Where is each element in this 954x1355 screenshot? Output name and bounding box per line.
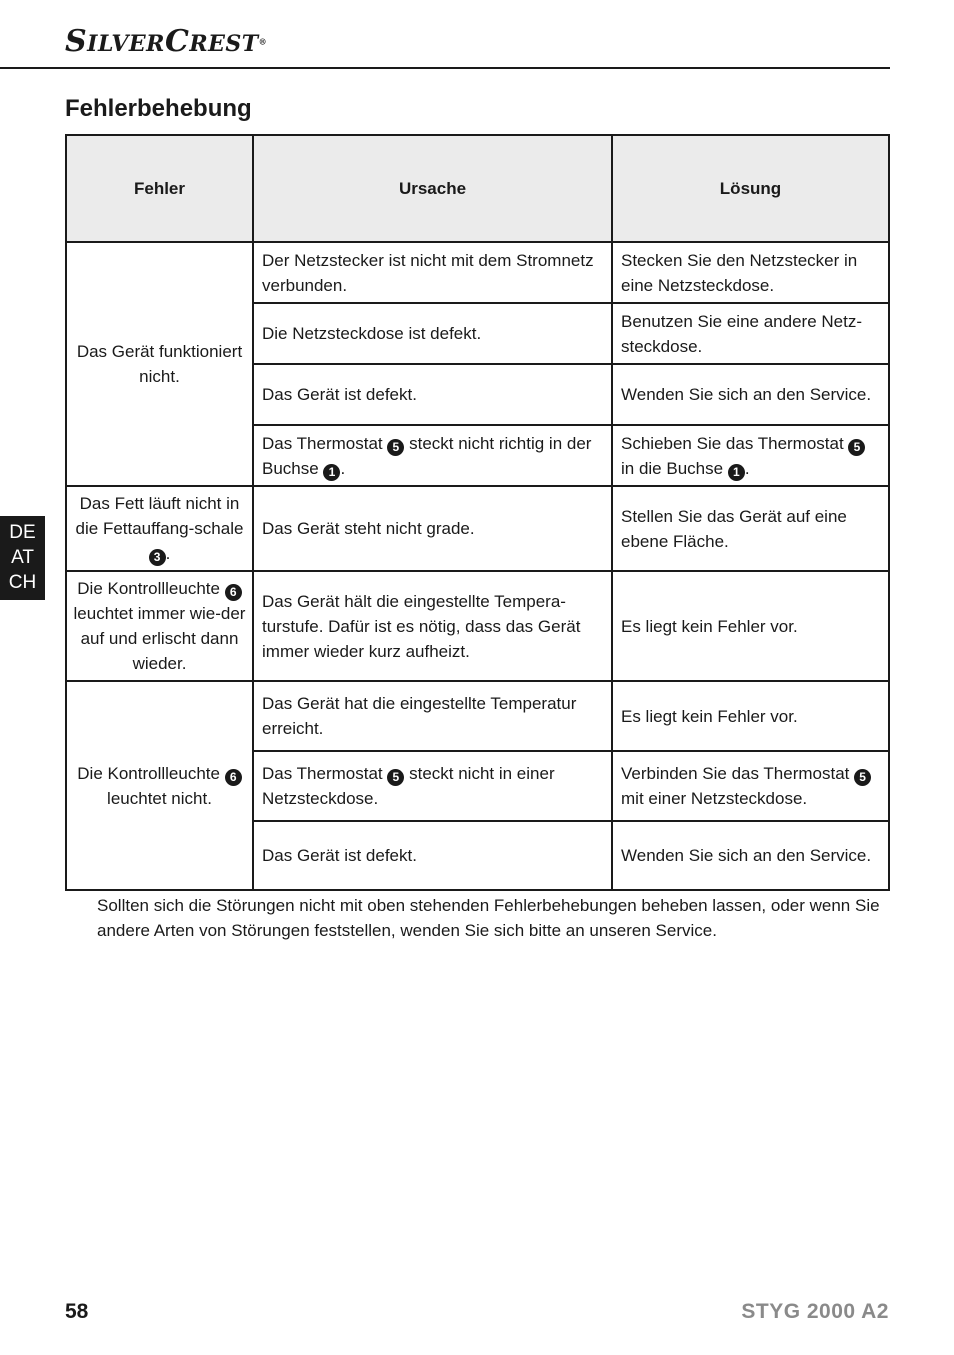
ursache-cell [253, 751, 612, 821]
logo-letter: C [164, 24, 190, 59]
ursache-cell: Der Netzstecker ist nicht mit dem Stromnetz verbunden. [253, 242, 612, 303]
logo-text: ILVER [87, 31, 165, 57]
fehler-cell [66, 486, 253, 571]
registered-mark: ® [258, 36, 268, 47]
ursache-cell: Die Netzsteckdose ist defekt. [253, 303, 612, 364]
fehler-text: leuchtet immer wie-der auf und erlischt dann wieder. [73, 604, 246, 673]
ursache-cell: Das Gerät hat die eingestellte Temperatur erreicht. [253, 681, 612, 751]
silvercrest-logo [65, 24, 267, 59]
cell-text: Schieben Sie das Thermostat [621, 433, 844, 453]
model-number: STYG 2000 A2 [741, 1300, 889, 1323]
fehler-text: Das Fett läuft nicht in die Fettauffang-schale [75, 494, 244, 538]
fehler-text: Die Kontrollleuchte [77, 763, 220, 783]
ursache-cell: Das Gerät ist defekt. [253, 821, 612, 890]
fehler-cell [66, 242, 253, 486]
loesung-cell: Stellen Sie das Gerät auf eine ebene Fläche. [612, 486, 889, 571]
loesung-cell: Es liegt kein Fehler vor. [612, 681, 889, 751]
ursache-cell: Das Gerät ist defekt. [253, 364, 612, 425]
language-code: DE [9, 522, 36, 543]
language-code: CH [8, 572, 37, 593]
loesung-cell: Wenden Sie sich an den Service. [612, 821, 889, 890]
table-row [66, 486, 889, 571]
fehler-text: . [165, 544, 171, 563]
fehler-text: Die Kontrollleuchte [77, 579, 220, 598]
fehler-text: Das Gerät funktioniert nicht. [76, 342, 243, 386]
fehler-text: leuchtet nicht. [107, 788, 212, 808]
cell-text: Das Thermostat [262, 764, 383, 783]
loesung-cell: Es liegt kein Fehler vor. [612, 571, 889, 681]
fehler-cell [66, 571, 253, 681]
table-row [66, 681, 889, 751]
table-row [66, 242, 889, 303]
cell-text: in die Buchse [621, 458, 724, 478]
part-number-6-icon: 6 [225, 769, 242, 786]
loesung-cell: Benutzen Sie eine andere Netz-steckdose. [612, 303, 889, 364]
ursache-cell: Das Gerät steht nicht grade. [253, 486, 612, 571]
service-note: Sollten sich die Störungen nicht mit oben stehenden Fehlerbehebungen beheben lassen, oder wenn Sie andere Arten von Störungen feststellen, wenden Sie sich bitte an unseren Service. [97, 896, 880, 940]
column-header-loesung: Lösung [612, 135, 889, 242]
part-number-5-icon: 5 [387, 769, 404, 786]
cell-text: . [744, 458, 750, 478]
cell-text: steckt nicht in einer Netzsteckdose. [262, 764, 555, 808]
table-header-row [66, 135, 889, 242]
part-number-1-icon: 1 [728, 464, 745, 481]
loesung-cell: Wenden Sie sich an den Service. [612, 364, 889, 425]
part-number-5-icon: 5 [387, 439, 404, 456]
part-number-6-icon: 6 [225, 584, 242, 601]
loesung-cell [612, 425, 889, 486]
logo-letter: S [65, 24, 88, 59]
language-code: AT [11, 547, 34, 568]
part-number-5-icon: 5 [854, 769, 871, 786]
fehler-cell [66, 681, 253, 890]
section-title: Fehlerbehebung [65, 95, 252, 122]
column-header-ursache: Ursache [253, 135, 612, 242]
column-header-fehler: Fehler [66, 135, 253, 242]
ursache-cell: Das Gerät hält die eingestellte Tempera-turstufe. Dafür ist es nötig, dass das Gerät immer wieder kurz aufheizt. [253, 571, 612, 681]
cell-text: Verbinden Sie das Thermostat [621, 764, 850, 783]
table-row [66, 571, 889, 681]
part-number-1-icon: 1 [323, 464, 340, 481]
loesung-cell [612, 751, 889, 821]
ursache-cell [253, 425, 612, 486]
part-number-5-icon: 5 [848, 439, 865, 456]
header-divider [0, 67, 890, 69]
cell-text: Das Thermostat [262, 433, 383, 453]
cell-text: mit einer Netzsteckdose. [621, 789, 808, 808]
troubleshooting-table [65, 134, 890, 891]
cell-text: . [340, 458, 346, 478]
loesung-cell: Stecken Sie den Netzstecker in eine Netzsteckdose. [612, 242, 889, 303]
language-tab [0, 516, 45, 600]
part-number-3-icon: 3 [149, 549, 166, 566]
logo-text: REST [189, 31, 259, 57]
page-number: 58 [65, 1300, 89, 1323]
cell-text: steckt nicht richtig in der Buchse [262, 433, 592, 478]
